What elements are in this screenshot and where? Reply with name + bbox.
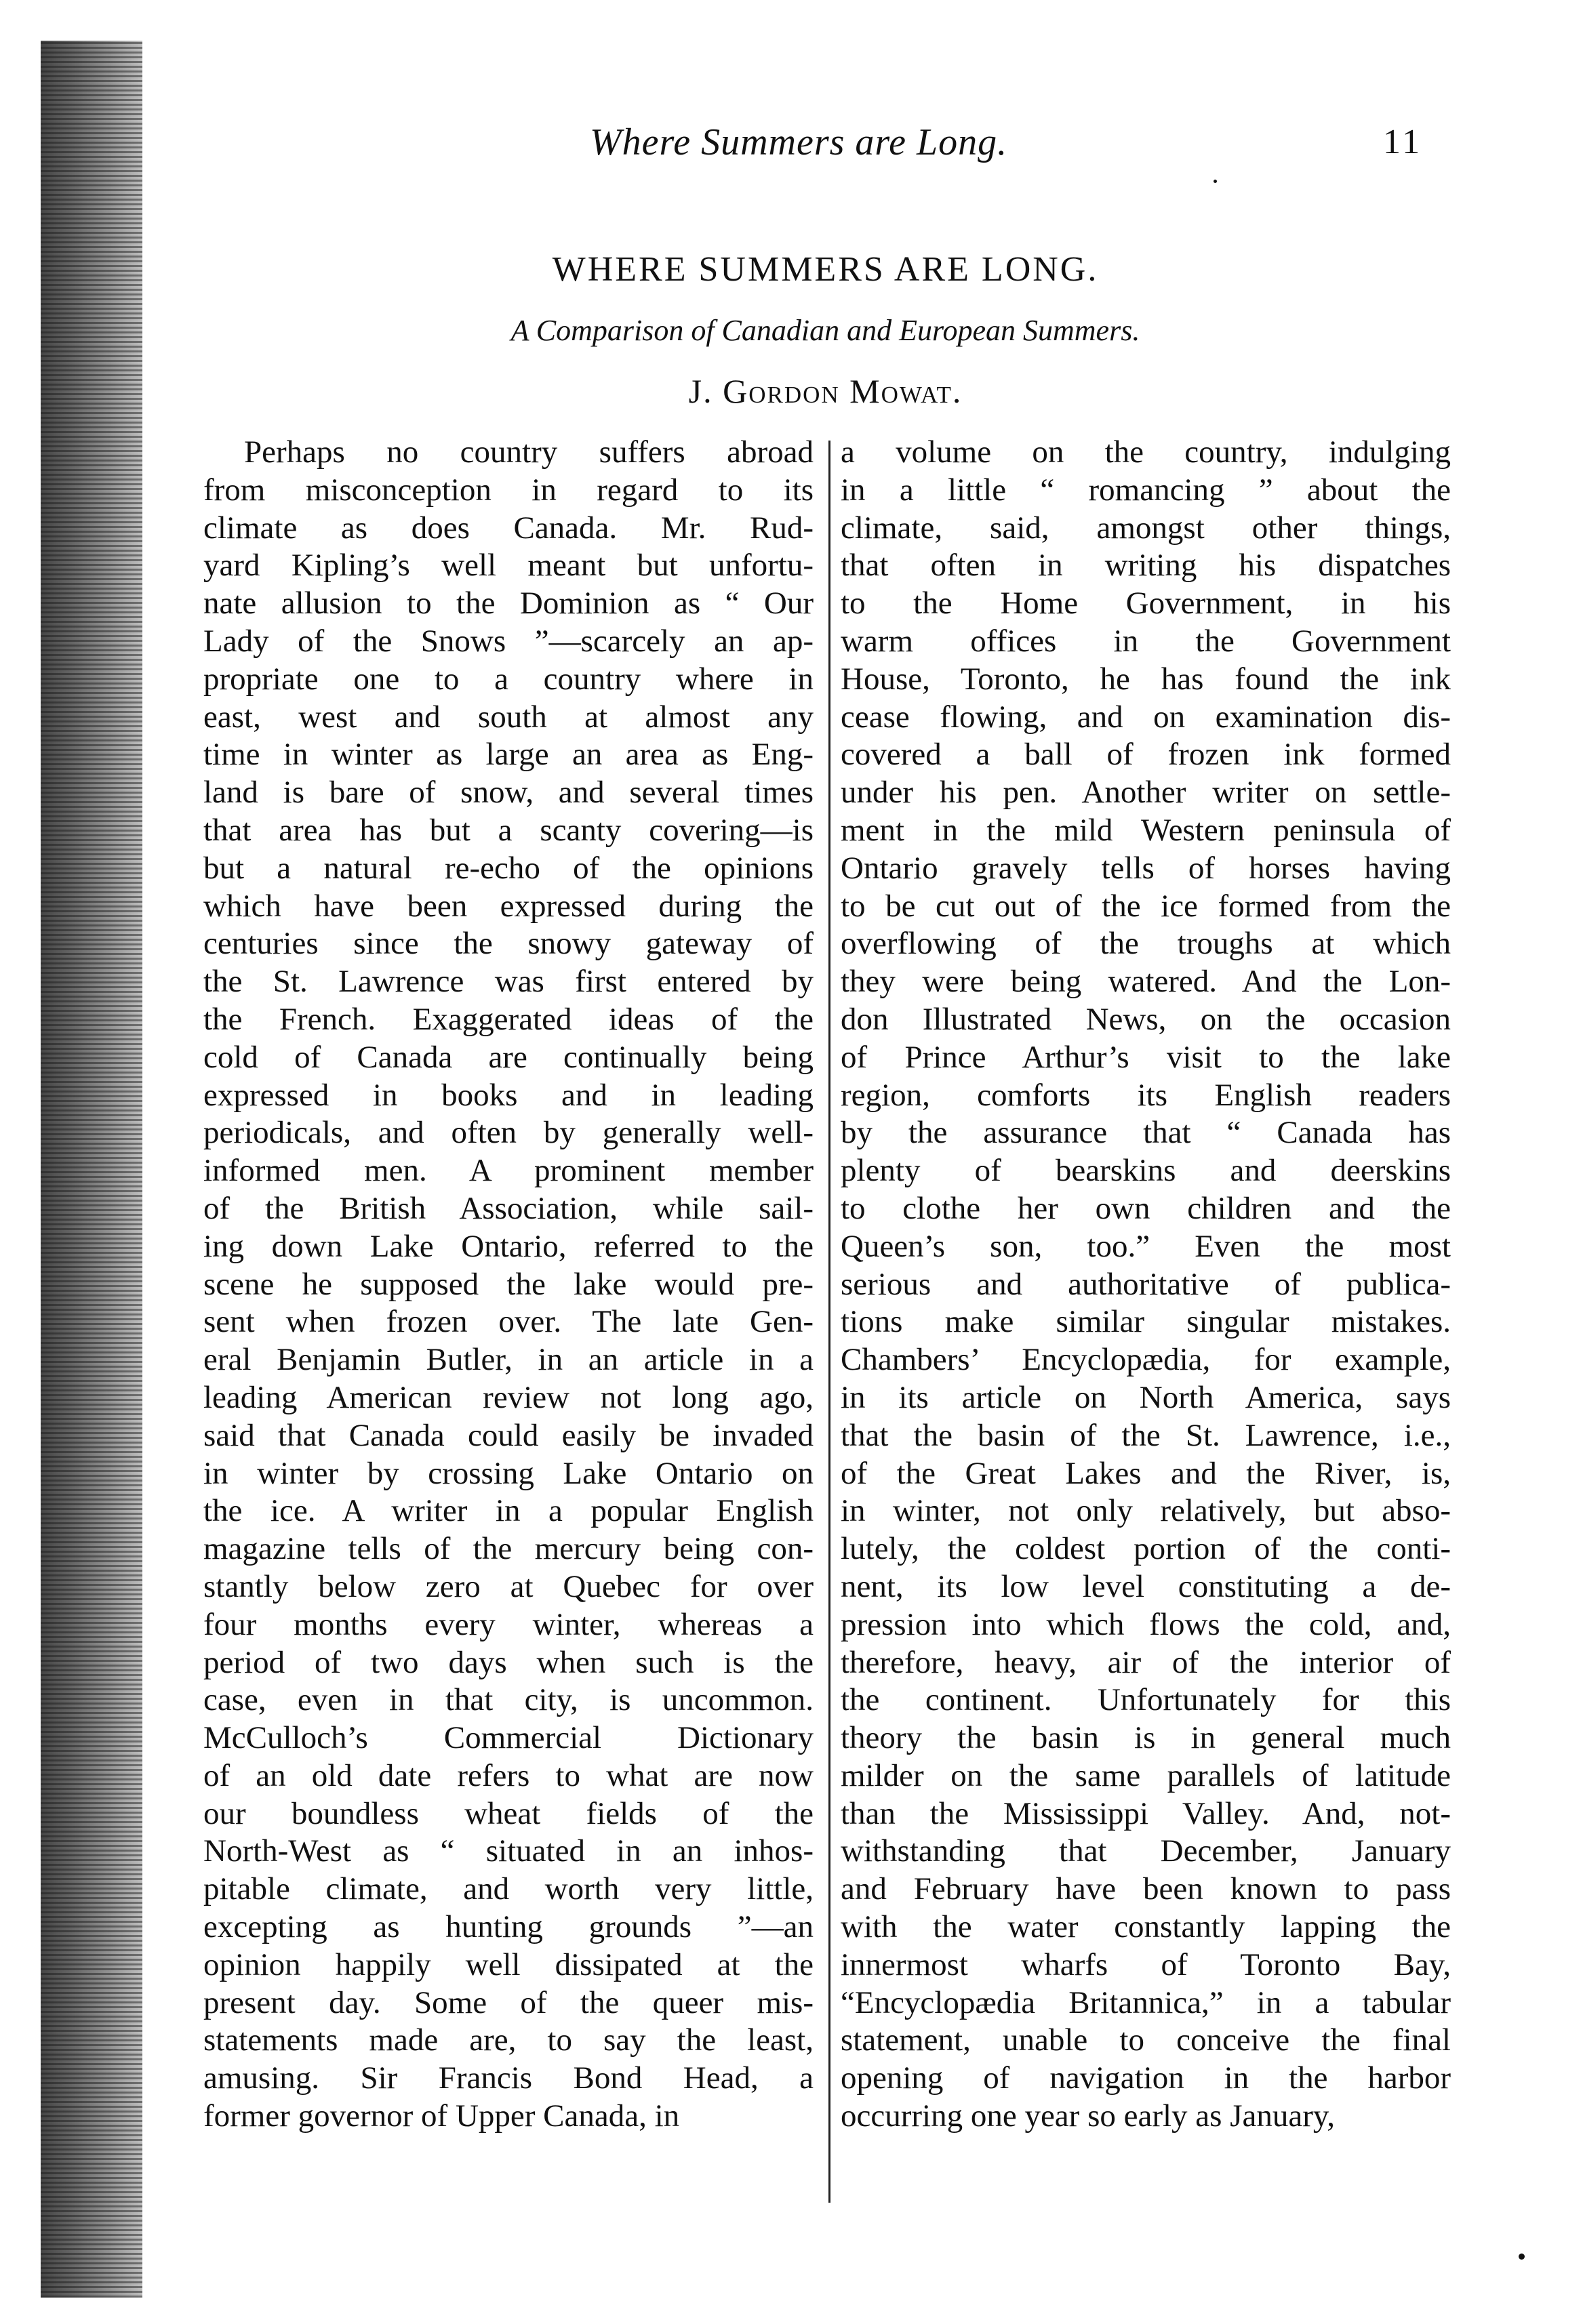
- text-line: McCulloch’s Commercial Dictionary: [203, 1720, 814, 1756]
- text-line: scene he supposed the lake would pre-: [203, 1266, 814, 1302]
- text-line: lutely, the coldest portion of the conti-: [841, 1531, 1451, 1567]
- text-line: a volume on the country, indulging: [841, 434, 1451, 470]
- print-speck: [1519, 2254, 1525, 2260]
- text-line: climate, said, amongst other things,: [841, 510, 1451, 546]
- text-line: by the assurance that “ Canada has: [841, 1115, 1451, 1151]
- text-line: former governor of Upper Canada, in: [203, 2098, 680, 2134]
- text-line: expressed in books and in leading: [203, 1077, 814, 1113]
- text-line: sent when frozen over. The late Gen-: [203, 1304, 814, 1340]
- text-line: cold of Canada are continually being: [203, 1039, 814, 1075]
- text-line: covered a ball of frozen ink formed: [841, 737, 1451, 773]
- text-line: in its article on North America, says: [841, 1379, 1451, 1415]
- text-line: opening of navigation in the harbor: [841, 2060, 1451, 2096]
- text-line: but a natural re-echo of the opinions: [203, 850, 814, 886]
- text-line: period of two days when such is the: [203, 1644, 814, 1680]
- text-line: of an old date refers to what are now: [203, 1757, 814, 1793]
- running-head: Where Summers are Long.: [590, 121, 1008, 163]
- text-line: and February have been known to pass: [841, 1871, 1451, 1907]
- text-line: four months every winter, whereas a: [203, 1606, 814, 1642]
- right-column: [841, 434, 1451, 2136]
- text-line: eral Benjamin Butler, in an article in a: [203, 1342, 814, 1378]
- text-line: they were being watered. And the Lon-: [841, 964, 1451, 1000]
- text-line: in winter by crossing Lake Ontario on: [203, 1455, 814, 1491]
- text-line: excepting as hunting grounds ”—an: [203, 1909, 814, 1945]
- text-line: milder on the same parallels of latitude: [841, 1757, 1451, 1793]
- article-title: WHERE SUMMERS ARE LONG.: [552, 250, 1099, 289]
- text-line: the St. Lawrence was first entered by: [203, 964, 814, 1000]
- text-line: statement, unable to conceive the final: [841, 2022, 1451, 2058]
- text-line: that area has but a scanty covering—is: [203, 812, 814, 848]
- article-author: J. Gordon Mowat.: [688, 372, 963, 410]
- text-line: nent, its low level constituting a de-: [841, 1568, 1451, 1604]
- text-line: to the Home Government, in his: [841, 586, 1451, 621]
- text-line: magazine tells of the mercury being con-: [203, 1531, 814, 1567]
- text-line: present day. Some of the queer mis-: [203, 1984, 814, 2020]
- text-line: to be cut out of the ice formed from the: [841, 888, 1451, 924]
- article-subtitle: A Comparison of Canadian and European Summers.: [510, 314, 1140, 347]
- text-line: tions make similar singular mistakes.: [841, 1304, 1451, 1340]
- text-line: Perhaps no country suffers abroad: [244, 434, 814, 470]
- text-line: region, comforts its English readers: [841, 1077, 1451, 1113]
- text-line: warm offices in the Government: [841, 623, 1451, 659]
- text-line: the French. Exaggerated ideas of the: [203, 1001, 814, 1037]
- text-line: pitable climate, and worth very little,: [203, 1871, 814, 1907]
- text-line: serious and authoritative of publica-: [841, 1266, 1451, 1302]
- text-line: that the basin of the St. Lawrence, i.e.,: [841, 1417, 1451, 1453]
- page-number: 11: [1383, 123, 1423, 161]
- column-divider-rule: [828, 441, 830, 2203]
- text-line: land is bare of snow, and several times: [203, 775, 814, 811]
- text-line: said that Canada could easily be invaded: [203, 1417, 814, 1453]
- text-line: of Prince Arthur’s visit to the lake: [841, 1039, 1451, 1075]
- text-line: Queen’s son, too.” Even the most: [841, 1228, 1451, 1264]
- text-line: east, west and south at almost any: [203, 699, 814, 735]
- text-line: time in winter as large an area as Eng-: [203, 737, 814, 773]
- text-line: which have been expressed during the: [203, 888, 814, 924]
- text-line: case, even in that city, is uncommon.: [203, 1682, 814, 1718]
- text-line: that often in writing his dispatches: [841, 548, 1451, 584]
- text-line: occurring one year so early as January,: [841, 2098, 1336, 2134]
- text-line: leading American review not long ago,: [203, 1379, 814, 1415]
- text-line: yard Kipling’s well meant but unfortu-: [203, 548, 814, 584]
- text-line: pression into which flows the cold, and,: [841, 1606, 1451, 1642]
- text-line: the ice. A writer in a popular English: [203, 1493, 814, 1529]
- text-line: than the Mississippi Valley. And, not-: [841, 1795, 1451, 1831]
- text-line: North-West as “ situated in an inhos-: [203, 1833, 814, 1869]
- text-line: informed men. A prominent member: [203, 1153, 814, 1189]
- text-line: statements made are, to say the least,: [203, 2022, 814, 2058]
- text-line: therefore, heavy, air of the interior of: [841, 1644, 1451, 1680]
- text-line: opinion happily well dissipated at the: [203, 1946, 814, 1982]
- text-line: to clothe her own children and the: [841, 1190, 1451, 1226]
- text-line: Chambers’ Encyclopædia, for example,: [841, 1342, 1451, 1378]
- print-speck: [1214, 180, 1217, 183]
- text-line: climate as does Canada. Mr. Rud-: [203, 510, 814, 546]
- text-line: plenty of bearskins and deerskins: [841, 1153, 1451, 1189]
- text-line: Ontario gravely tells of horses having: [841, 850, 1451, 886]
- text-line: with the water constantly lapping the: [841, 1909, 1451, 1945]
- text-line: in a little “ romancing ” about the: [841, 472, 1451, 508]
- text-line: Lady of the Snows ”—scarcely an ap-: [203, 623, 814, 659]
- text-line: don Illustrated News, on the occasion: [841, 1001, 1451, 1037]
- text-line: withstanding that December, January: [841, 1833, 1451, 1869]
- text-line: innermost wharfs of Toronto Bay,: [841, 1946, 1451, 1982]
- text-line: cease flowing, and on examination dis-: [841, 699, 1451, 735]
- text-line: ing down Lake Ontario, referred to the: [203, 1228, 814, 1264]
- text-line: propriate one to a country where in: [203, 661, 814, 697]
- text-line: overflowing of the troughs at which: [841, 926, 1451, 962]
- text-line: the continent. Unfortunately for this: [841, 1682, 1451, 1718]
- text-line: of the British Association, while sail-: [203, 1190, 814, 1226]
- text-line: of the Great Lakes and the River, is,: [841, 1455, 1451, 1491]
- text-line: under his pen. Another writer on settle-: [841, 775, 1451, 811]
- text-line: our boundless wheat fields of the: [203, 1795, 814, 1831]
- text-line: theory the basin is in general much: [841, 1720, 1451, 1756]
- left-column: [203, 434, 814, 2136]
- text-line: “Encyclopædia Britannica,” in a tabular: [841, 1984, 1451, 2020]
- text-line: stantly below zero at Quebec for over: [203, 1568, 814, 1604]
- text-line: House, Toronto, he has found the ink: [841, 661, 1451, 697]
- text-line: in winter, not only relatively, but abso-: [841, 1493, 1451, 1529]
- text-line: periodicals, and often by generally well-: [203, 1115, 814, 1151]
- text-line: from misconception in regard to its: [203, 472, 814, 508]
- text-line: amusing. Sir Francis Bond Head, a: [203, 2060, 814, 2096]
- text-line: ment in the mild Western peninsula of: [841, 812, 1451, 848]
- text-line: centuries since the snowy gateway of: [203, 926, 814, 962]
- text-line: nate allusion to the Dominion as “ Our: [203, 586, 814, 621]
